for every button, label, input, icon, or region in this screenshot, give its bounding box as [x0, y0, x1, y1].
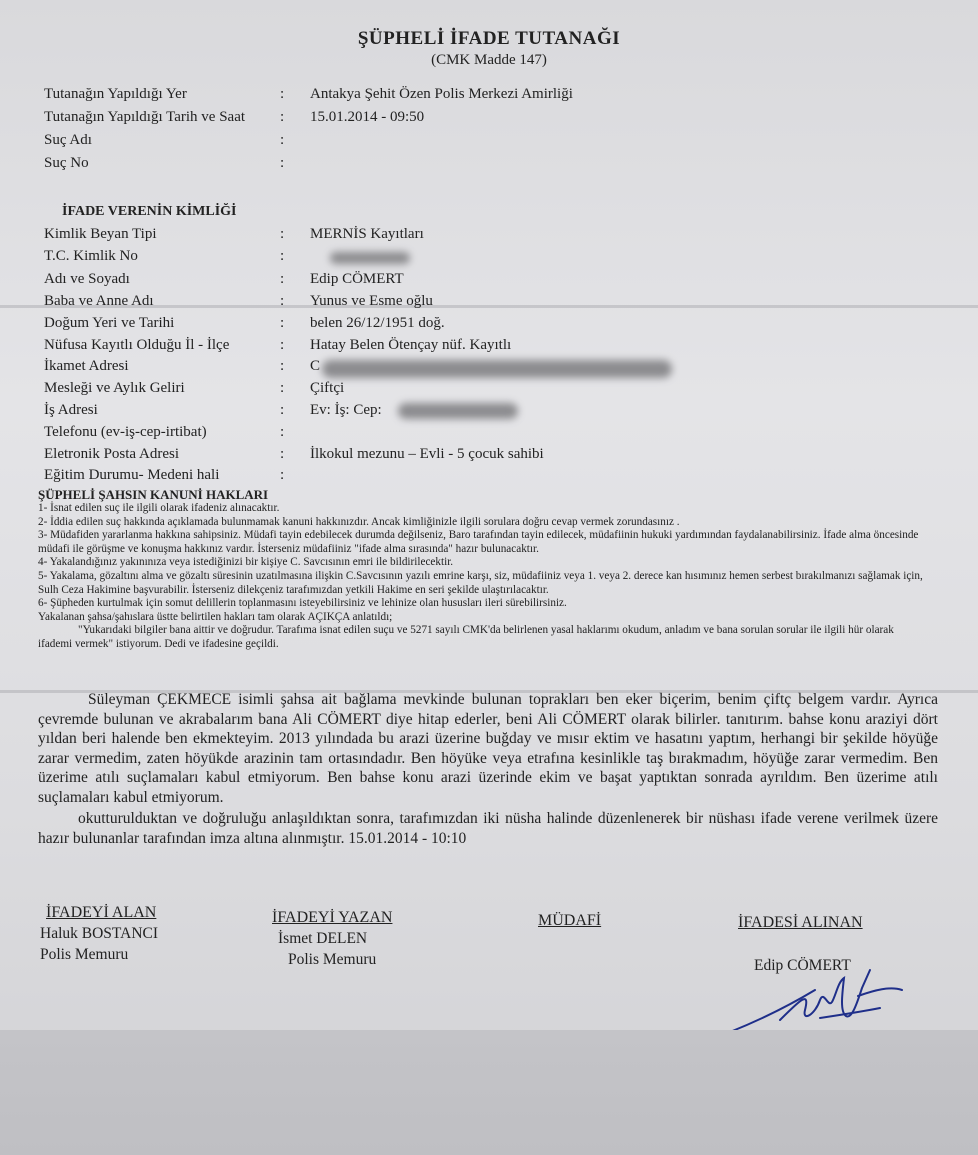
signature-title: Polis Memuru — [40, 946, 129, 963]
field-label: İş Adresi — [44, 402, 98, 418]
signature-name: Haluk BOSTANCI — [40, 925, 159, 942]
document-title: ŞÜPHELİ İFADE TUTANAĞI — [357, 28, 621, 49]
signature-block-counsel — [538, 910, 601, 931]
identity-row: İş Adresi : Ev: İş: Cep: — [44, 402, 382, 418]
meta-row-crime-no: Suç No : — [44, 155, 285, 171]
field-label: T.C. Kimlik No — [44, 248, 138, 264]
redaction-blur — [398, 403, 518, 419]
signature-block-writer — [272, 907, 392, 970]
meta-row-crime-name: Suç Adı : — [44, 132, 285, 148]
rights-heading: ŞÜPHELİ ŞAHSIN KANUNİ HAKLARI — [38, 487, 269, 502]
field-label: İkamet Adresi — [44, 358, 129, 374]
identity-row: Telefonu (ev-iş-cep-irtibat) : — [44, 424, 285, 440]
rights-item: 3- Müdafiden yararlanma hakkına sahipsiniz. Müdafi tayin edebilecek durumda değilseniz, Baro tarafından tayin edilecek, müdafiinin hukuki yardımından faydalanabilirsiniz. İfade alma öncesinde müdafi ile görüşme ve konuşma hakkınız vardır. İsterseniz müdafiiniz "ifade alma sırasında" hazır bulunacaktır. — [38, 529, 919, 555]
identity-row: Eğitim Durumu- Medeni hali : — [44, 467, 285, 483]
field-label: Tutanağın Yapıldığı Tarih ve Saat — [44, 109, 246, 125]
field-value: Ev: İş: Cep: — [310, 402, 382, 418]
signature-heading: İFADEYİ ALAN — [46, 904, 157, 921]
identity-row: Doğum Yeri ve Tarihi : belen 26/12/1951 doğ. — [44, 315, 445, 331]
rights-list — [38, 502, 928, 652]
identity-heading: İFADE VERENİN KİMLİĞİ — [62, 204, 237, 219]
identity-row: Adı ve Soyadı : Edip CÖMERT — [44, 271, 404, 287]
field-label: Adı ve Soyadı — [44, 271, 130, 287]
field-value: C — [310, 358, 321, 374]
meta-row-datetime: Tutanağın Yapıldığı Tarih ve Saat : 15.01.2014 - 09:50 — [44, 109, 425, 125]
identity-row: T.C. Kimlik No : — [44, 248, 285, 264]
signature-block-suspect — [738, 912, 863, 933]
signature-heading: İFADEYİ YAZAN — [272, 909, 393, 926]
statement-closing: okutturulduktan ve doğruluğu anlaşıldıktan sonra, tarafımızdan iki nüsha halinde düzenlenerek bir nüshası ifade verene verilmek üzere hazır bulunanlar tarafından imza altına alınmıştır. 15.01.2014 - 10:10 — [38, 810, 938, 847]
rights-item: 4- Yakalandığınız yakınınıza veya istediğinizi bir kişiye C. Savcısının emri ile bildirilecektir. — [38, 556, 454, 569]
identity-row: Nüfusa Kayıtlı Olduğu İl - İlçe : Hatay Belen Ötençay nüf. Kayıtlı — [44, 337, 512, 353]
rights-item: 2- İddia edilen suç hakkında açıklamada bulunmamak kanuni hakkınızdır. Ancak kimliğinizle ilgili sorulara doğru cevap vermek zorundasınız . — [38, 515, 680, 528]
suspect-name: Edip CÖMERT — [754, 957, 851, 974]
signature-heading: İFADESİ ALINAN — [738, 914, 863, 931]
field-value: Çiftçi — [310, 380, 345, 396]
rights-item: 6- Şüpheden kurtulmak için somut delillerin toplanmasını isteyebilirsiniz ve lehinize olan hususları ileri sürebilirsiniz. — [38, 597, 567, 610]
identity-row: İkamet Adresi : C — [44, 358, 321, 374]
field-value: Edip CÖMERT — [310, 271, 404, 287]
handwritten-signature — [720, 960, 920, 1040]
statement-body — [38, 690, 938, 848]
paper-bottom-flap — [0, 1030, 978, 1155]
field-label: Nüfusa Kayıtlı Olduğu İl - İlçe — [44, 337, 230, 353]
identity-row: Kimlik Beyan Tipi : MERNİS Kayıtları — [44, 226, 424, 242]
statement-paragraph: Süleyman ÇEKMECE isimli şahsa ait bağlama mevkinde bulunan toprakları ben eker biçerim, benim çiftç belgem vardır. Ayrıca çevremde bulunan ve akrabalarım bana Ali CÖMERT diye hitap ederler, beni Ali CÖMERT olarak bilirler. tanıtırım. bahse konu araziyi dört yıldan beri halende ben ekmekteyim. 2013 yılındada bu arazi üzerine buğday ve mısır ektim ve hasatını yaptım, herhangi bir şekilde höyüğe zarar vermedim, zaten höyükde arazinin tam ortasındadır. Ben höyüke veya etrafına kesinlikle taş bırakmadım, höyüğe zarar vermedim. Ben üzerime atılı suçlamaları kabul etmiyorum. Ben bahse konu arazi üzerinde ekim ve başat yaptıktan sonrada ayrıldım. Ben üzerime atılı suçlamaları kabul etmiyorum. — [38, 691, 938, 806]
field-label: Suç No — [44, 155, 89, 171]
identity-row: Mesleği ve Aylık Geliri : Çiftçi — [44, 380, 345, 396]
field-value: MERNİS Kayıtları — [310, 226, 424, 242]
field-value: Hatay Belen Ötençay nüf. Kayıtlı — [310, 337, 512, 353]
meta-row-place: Tutanağın Yapıldığı Yer : Antakya Şehit Özen Polis Merkezi Amirliği — [44, 86, 573, 102]
identity-row: Eletronik Posta Adresi : İlkokul mezunu – Evli - 5 çocuk sahibi — [44, 446, 544, 462]
field-label: Mesleği ve Aylık Geliri — [44, 380, 185, 396]
signature-block-taker — [40, 902, 158, 965]
field-value: İlkokul mezunu – Evli - 5 çocuk sahibi — [310, 446, 544, 462]
identity-row: Baba ve Anne Adı : Yunus ve Esme oğlu — [44, 293, 433, 309]
rights-item: Yakalanan şahsa/şahıslara üstte belirtilen hakları tam olarak AÇIKÇA anlatıldı; — [38, 610, 393, 623]
field-label: Baba ve Anne Adı — [44, 293, 154, 309]
rights-item: 5- Yakalama, gözaltını alma ve gözaltı süresinin uzatılmasına ilişkin C.Savcısının yazılı emrine karşı, siz, müdafiiniz veya 1. veya 2. derece kan hısımınız hemen serbest bırakılmanızı sağlamak için, Sulh Ceza Hakimine başvurabilir. İsterseniz dilekçeniz tarafımızdan yetkili Hakime en seri şekilde ulaştırılacaktır. — [38, 569, 923, 596]
rights-item: 1- İsnat edilen suç ile ilgili olarak ifadeniz alınacaktır. — [38, 502, 280, 514]
field-label: Eletronik Posta Adresi — [44, 446, 179, 462]
field-value: 15.01.2014 - 09:50 — [310, 109, 425, 125]
field-label: Tutanağın Yapıldığı Yer — [44, 86, 187, 102]
redaction-blur — [322, 360, 672, 378]
signature-name: İsmet DELEN — [278, 930, 368, 947]
field-label: Kimlik Beyan Tipi — [44, 226, 157, 242]
field-label: Doğum Yeri ve Tarihi — [44, 315, 175, 331]
field-label: Eğitim Durumu- Medeni hali — [44, 467, 220, 483]
redaction-blur — [330, 252, 410, 264]
document-subtitle: (CMK Madde 147) — [431, 52, 547, 68]
field-label: Telefonu (ev-iş-cep-irtibat) — [44, 424, 207, 440]
field-value: Antakya Şehit Özen Polis Merkezi Amirliği — [310, 86, 573, 102]
field-value: belen 26/12/1951 doğ. — [310, 315, 445, 331]
field-label: Suç Adı — [44, 132, 92, 148]
signature-heading: MÜDAFİ — [538, 912, 602, 929]
rights-declaration: "Yukarıdaki bilgiler bana aittir ve doğrudur. Tarafıma isnat edilen suçu ve 5271 sayılı CMK'da belirlenen yasal haklarımı okudum, anladım ve bana sorulan sorular ile ilgili hür olarak ifademi vermek" istiyorum. Dedi ve ifadesine geçildi. — [38, 624, 894, 650]
field-value: Yunus ve Esme oğlu — [310, 293, 433, 309]
signature-title: Polis Memuru — [288, 951, 377, 968]
